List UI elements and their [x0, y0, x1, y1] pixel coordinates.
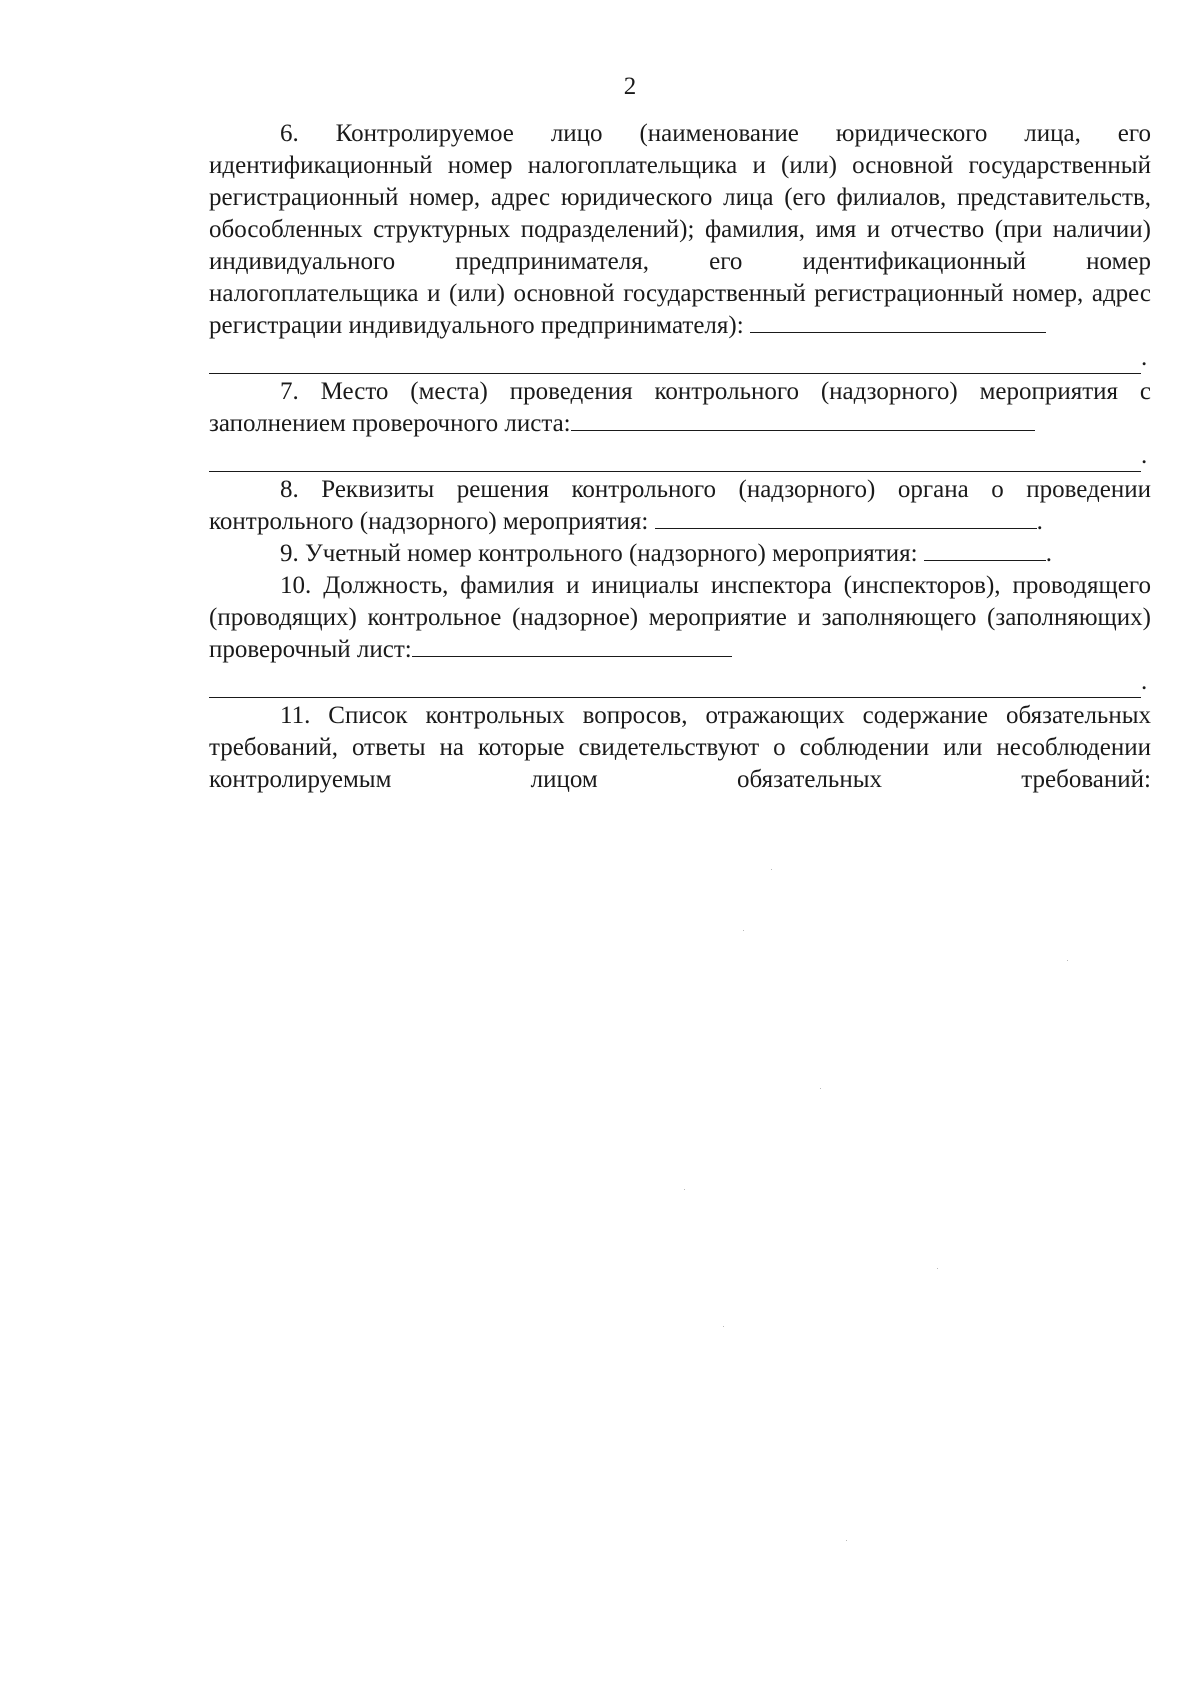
item-10-rule[interactable]: [209, 675, 1141, 698]
item-11-text: 11. Список контрольных вопросов, отражающих содержание обязательных требований, ответы на которые свидетельствуют о соблюдении или несоблюдении контролируемым лицом обязательных требований:: [209, 702, 1151, 793]
item-9: [209, 538, 1151, 570]
scan-speck: [684, 1189, 685, 1190]
item-7-end-punct: .: [1141, 442, 1148, 469]
scan-speck: [937, 1268, 938, 1269]
item-6-rule[interactable]: [209, 351, 1141, 374]
item-6: [209, 118, 1151, 342]
item-7: [209, 376, 1151, 440]
item-8: [209, 474, 1151, 538]
scan-speck: [723, 1326, 724, 1327]
scan-speck: [846, 1540, 847, 1541]
item-10-blank-line[interactable]: [209, 666, 1151, 698]
item-10-end-punct: .: [1141, 668, 1148, 695]
item-9-end-punct: .: [1045, 540, 1053, 567]
item-6-end-punct: .: [1141, 344, 1148, 371]
item-8-field[interactable]: [655, 506, 1037, 529]
item-10: [209, 570, 1151, 666]
item-8-text: 8. Реквизиты решения контрольного (надзорного) органа о проведении контрольного (надзорного) мероприятия:: [209, 476, 1151, 535]
item-10-field[interactable]: [412, 634, 732, 657]
scan-speck: [820, 1088, 821, 1089]
item-7-blank-line[interactable]: [209, 440, 1151, 472]
item-7-field[interactable]: [571, 408, 1035, 431]
document-body: [209, 118, 1151, 796]
item-10-text: 10. Должность, фамилия и инициалы инспектора (инспекторов), проводящего (проводящих) контрольное (надзорное) мероприятие и заполняющего (заполняющих) проверочный лист:: [209, 572, 1151, 663]
item-7-rule[interactable]: [209, 449, 1141, 472]
item-6-blank-line[interactable]: [209, 342, 1151, 374]
item-7-text: 7. Место (места) проведения контрольного (надзорного) мероприятия с заполнением проверочного листа:: [209, 378, 1151, 437]
page-number: 2: [623, 73, 637, 100]
item-9-field[interactable]: [924, 538, 1046, 561]
item-8-end-punct: .: [1036, 508, 1043, 535]
scan-speck: [743, 930, 744, 931]
item-9-text: 9. Учетный номер контрольного (надзорного) мероприятия:: [280, 540, 918, 567]
scan-speck: [1067, 960, 1068, 961]
item-6-field[interactable]: [750, 310, 1046, 333]
item-6-text: 6. Контролируемое лицо (наименование юридического лица, его идентификационный номер налогоплательщика и (или) основной государственный регистрационный номер, адрес юридического лица (его филиалов, представительств, обособленных структурных подразделений); фамилия, имя и отчество (при наличии) индивидуального предпринимателя, его идентификационный номер налогоплательщика и (или) основной государственный регистрационный номер, адрес регистрации индивидуального предпринимателя):: [209, 120, 1151, 339]
item-11: [209, 700, 1151, 796]
scan-speck: [771, 869, 772, 870]
